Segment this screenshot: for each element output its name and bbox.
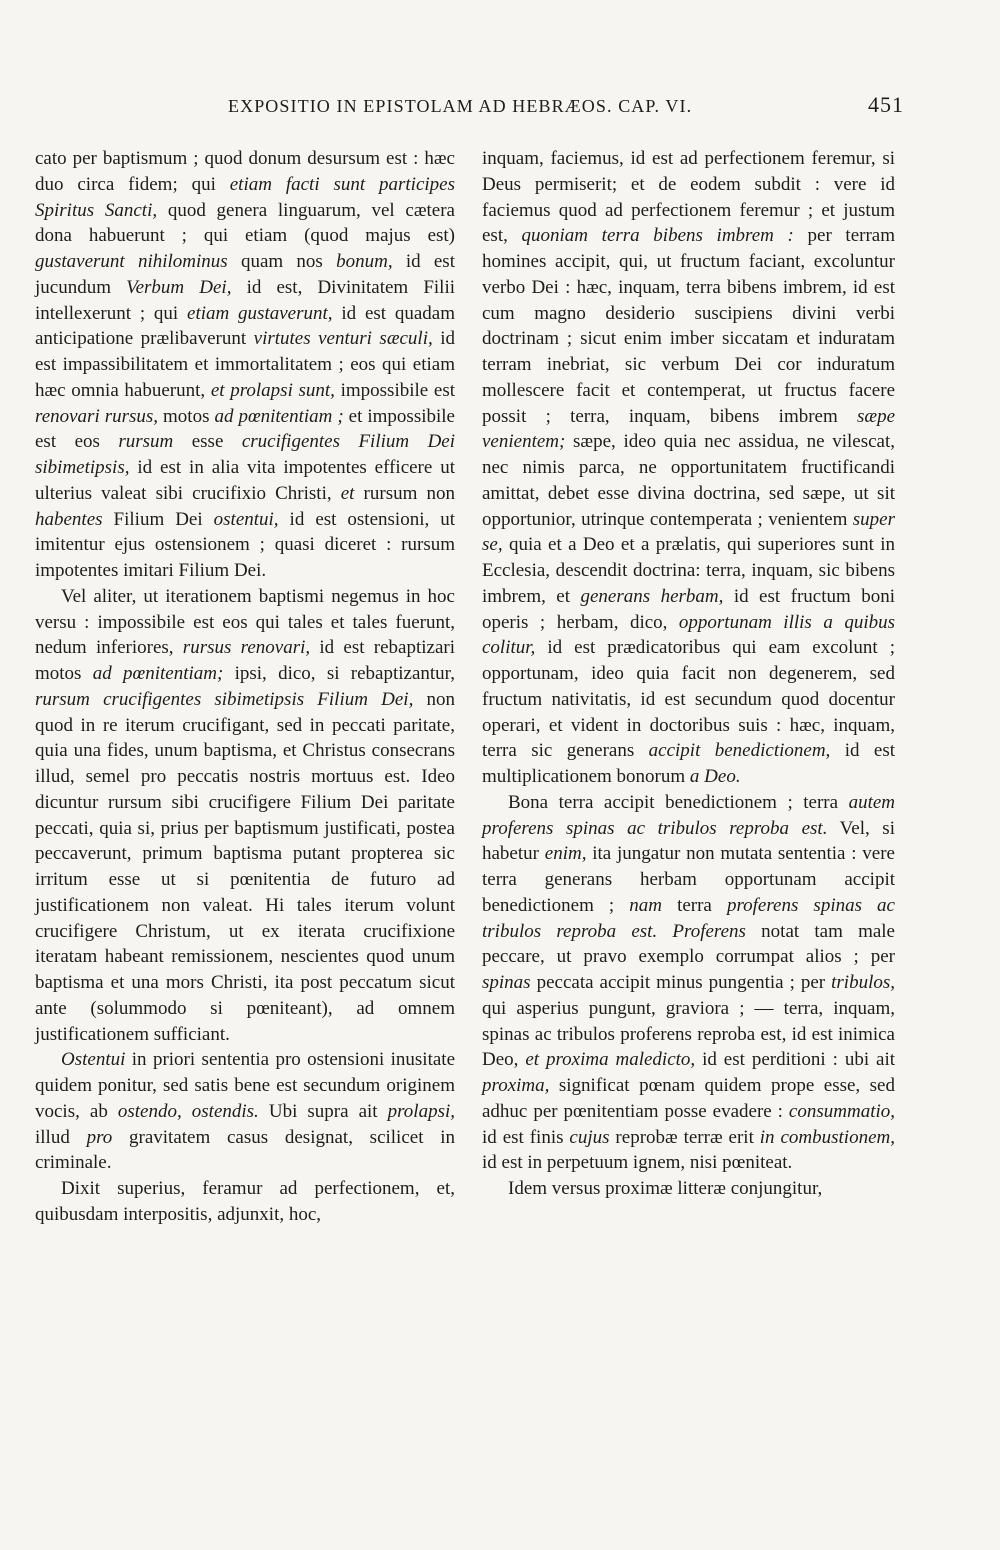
- text-run: quod genera linguarum, vel cætera dona habuerunt ; qui etiam (quod majus est): [35, 199, 455, 247]
- text-run: Ubi supra ait: [258, 1100, 388, 1122]
- italic-text-run: quoniam terra bibens imbrem :: [521, 225, 794, 247]
- italic-text-run: autem proferens spinas ac tribulos reproba est.: [482, 791, 895, 839]
- italic-text-run: pro: [86, 1126, 113, 1148]
- text-run: rursum non: [354, 482, 455, 504]
- italic-text-run: ostentui,: [213, 508, 279, 530]
- text-run: Idem versus proximæ litteræ conjungitur,: [508, 1178, 823, 1199]
- italic-text-run: Ostentui: [61, 1049, 126, 1071]
- text-run: cato per baptismum ; quod donum desursum est : hæc duo circa fidem; qui: [35, 148, 455, 195]
- paragraph: [35, 146, 455, 584]
- italic-text-run: spinas: [482, 972, 531, 993]
- italic-text-run: in combustionem,: [759, 1126, 895, 1148]
- text-run: id est in perpetuum ignem, nisi pœniteat.: [482, 1152, 793, 1174]
- text-run: id est in alia vita impotentes efficere ut ulterius valeat sibi crucifixio Christi,: [35, 457, 455, 504]
- italic-text-run: Verbum Dei,: [126, 276, 232, 298]
- paragraph: [35, 1176, 455, 1228]
- italic-text-run: renovari rursus,: [35, 405, 159, 427]
- italic-text-run: generans herbam,: [580, 585, 724, 607]
- italic-text-run: sæpe venientem;: [482, 405, 895, 453]
- italic-text-run: et prolapsi sunt,: [210, 379, 335, 401]
- text-run: quam nos: [227, 251, 337, 272]
- text-run: inquam, faciemus, id est ad perfectionem feremur, si Deus permiserit; et de eodem subdit : vere id faciemus quod ad perfectionem feremur ; et justum est,: [482, 148, 895, 247]
- text-run: quia et a Deo et a prælatis, qui superiores sunt in Ecclesia, descendit doctrina: terra, inquam, sic bibens imbrem, et: [482, 534, 895, 607]
- italic-text-run: cujus: [569, 1126, 610, 1148]
- italic-text-run: et: [340, 482, 355, 504]
- text-run: in priori sententia pro ostensioni inusitate quidem ponitur, sed satis bene est secundum originem vocis, ab: [35, 1049, 455, 1122]
- italic-text-run: opportunam illis a quibus colitur,: [482, 611, 895, 659]
- left-text-column: [35, 146, 455, 1228]
- text-run: id est fructum boni operis ; herbam, dico,: [482, 585, 895, 633]
- italic-text-run: accipit benedictionem,: [648, 740, 831, 762]
- italic-text-run: ad pœnitentiam ;: [214, 405, 344, 427]
- running-head: [0, 92, 1000, 126]
- italic-text-run: bonum,: [336, 251, 393, 272]
- page-number: 451: [868, 92, 904, 117]
- text-run: id est perditioni : ubi ait: [695, 1049, 896, 1071]
- text-run: peccata accipit minus pungentia ; per: [530, 972, 832, 993]
- text-run: sæpe, ideo quia nec assidua, ne vilescat, nec nimis parca, ne opportunitatem fructificandi amittat, debet esse divina doctrina, sed sæpe, ut sit opportunior, utrinque contemperata ; venientem: [482, 431, 895, 530]
- italic-text-run: rursum: [118, 431, 174, 453]
- italic-text-run: crucifigentes Filium Dei sibimetipsis,: [35, 431, 455, 478]
- italic-text-run: nam: [629, 894, 662, 916]
- text-run: qui asperius pungunt, graviora ; — terra, inquam, spinas ac tribulos proferens reproba est, id est inimica Deo,: [482, 997, 895, 1071]
- italic-text-run: gustaverunt nihilominus: [35, 251, 228, 272]
- text-run: id est, Divinitatem Filii intellexerunt ; qui: [35, 276, 456, 324]
- italic-text-run: proxima,: [482, 1075, 550, 1096]
- text-run: motos: [158, 405, 215, 427]
- text-run: notat tam male peccare, ut pravo exemplo corrumpat alios ; per: [482, 920, 895, 968]
- text-run: Filium Dei: [102, 508, 214, 530]
- text-run: reprobæ terræ erit: [609, 1126, 760, 1148]
- italic-text-run: virtutes venturi sæculi,: [253, 328, 433, 350]
- italic-text-run: enim,: [544, 843, 587, 865]
- text-run: id est multiplicationem bonorum: [482, 740, 895, 787]
- right-text-column: [482, 146, 895, 1202]
- italic-text-run: habentes: [35, 508, 103, 530]
- italic-text-run: a Deo.: [689, 766, 741, 787]
- text-run: non quod in re iterum crucifigant, sed in peccati paritate, quia una fides, unum baptisma, et Christus consecrans illud, semel pro peccatis nostris mortuus est. Ideo dicuntur rursum sibi crucifigere Filium Dei paritate peccati, quia si, prius per baptismum justificati, postea peccaverunt, primum baptisma putant propterea sic irritum esse ut si pœnitentia de futuro ad justificationem non valeat. Hi tales iterum volunt crucifigere Christum, ut ex iterata crucifixione iteratam habeant remissionem, nescientes quod unum baptisma et una mors Christi, ita post peccatum sicut ante (solummodo si pœniteant), ad omnem justificationem sufficiant.: [35, 688, 456, 1045]
- italic-text-run: ostendo, ostendis.: [117, 1100, 259, 1122]
- running-title: EXPOSITIO IN EPISTOLAM AD HEBRÆOS. CAP. VI.: [228, 96, 693, 116]
- italic-text-run: etiam gustaverunt,: [187, 302, 333, 324]
- text-run: esse: [173, 431, 242, 453]
- italic-text-run: consummatio,: [788, 1100, 895, 1122]
- text-run: id est impassibilitatem et immortalitatem ; eos qui etiam hæc omnia habuerunt,: [35, 328, 456, 401]
- text-run: ipsi, dico, si rebaptizantur,: [223, 663, 455, 684]
- text-run: illud: [35, 1126, 87, 1148]
- text-run: significat pœnam quidem prope esse, sed adhuc per pœnitentiam posse evadere :: [482, 1075, 895, 1122]
- text-run: Dixit superius, feramur ad perfectionem, et, quibusdam interpositis, adjunxit, hoc,: [35, 1178, 455, 1225]
- text-run: impossibile est: [334, 379, 455, 401]
- text-run: gravitatem casus designat, scilicet in criminale.: [35, 1126, 455, 1174]
- text-run: et impossibile est eos: [35, 405, 455, 453]
- text-run: Vel aliter, ut iterationem baptismi negemus in hoc versu : impossibile est eos qui tales et tales fuerunt, nedum inferiores,: [35, 585, 455, 659]
- italic-text-run: rursum crucifigentes sibimetipsis Filium Dei,: [35, 688, 414, 710]
- paragraph: [482, 790, 895, 1176]
- text-run: ita jungatur non mutata sententia : vere terra generans herbam opportunam accipit benedictionem ;: [482, 843, 895, 916]
- italic-text-run: super se,: [482, 508, 895, 556]
- italic-text-run: ad pœnitentiam;: [92, 663, 224, 684]
- paragraph: [35, 584, 455, 1048]
- text-run: id est finis: [482, 1126, 570, 1148]
- paragraph: [482, 146, 895, 790]
- paragraph: [482, 1176, 895, 1202]
- text-run: Bona terra accipit benedictionem ; terra: [508, 791, 849, 813]
- text-run: id est jucundum: [35, 251, 455, 298]
- italic-text-run: et proxima maledicto,: [525, 1049, 696, 1071]
- text-run: per terram homines accipit, qui, ut fructum faciant, excoluntur verbo Dei : hæc, inquam, terra bibens imbrem, id est cum magno desiderio suscipiens divini verbi doctrinam ; sicut enim imber siccatam et induratam terram inebriat, sic verbum Dei cor induratum mollescere facit et contemperat, ut fructus facere possit ; terra, inquam, bibens imbrem: [482, 225, 896, 427]
- text-run: id est rebaptizari motos: [35, 637, 456, 684]
- italic-text-run: proferens spinas ac tribulos reproba est. Proferens: [482, 894, 895, 942]
- text-run: id est ostensioni, ut imitentur ejus ostensionem ; quasi diceret : rursum impotentes imitari Filium Dei.: [35, 508, 455, 581]
- text-run: id est prædicatoribus qui eam excolunt ; opportunam, ideo quia facit non degenerem, sed fructum nativitatis, id est secundum quod docentur operari, et vident in doctoribus suis : hæc, inquam, terra sic generans: [482, 637, 895, 762]
- text-run: id est quadam anticipatione prælibaverunt: [35, 302, 456, 350]
- italic-text-run: etiam facti sunt participes Spiritus Sancti,: [35, 173, 455, 221]
- text-run: Vel, si habetur: [482, 817, 895, 865]
- paragraph: [35, 1047, 455, 1176]
- italic-text-run: rursus renovari,: [182, 637, 311, 659]
- italic-text-run: tribulos,: [831, 972, 895, 993]
- italic-text-run: prolapsi,: [387, 1100, 455, 1122]
- text-run: terra: [662, 894, 727, 916]
